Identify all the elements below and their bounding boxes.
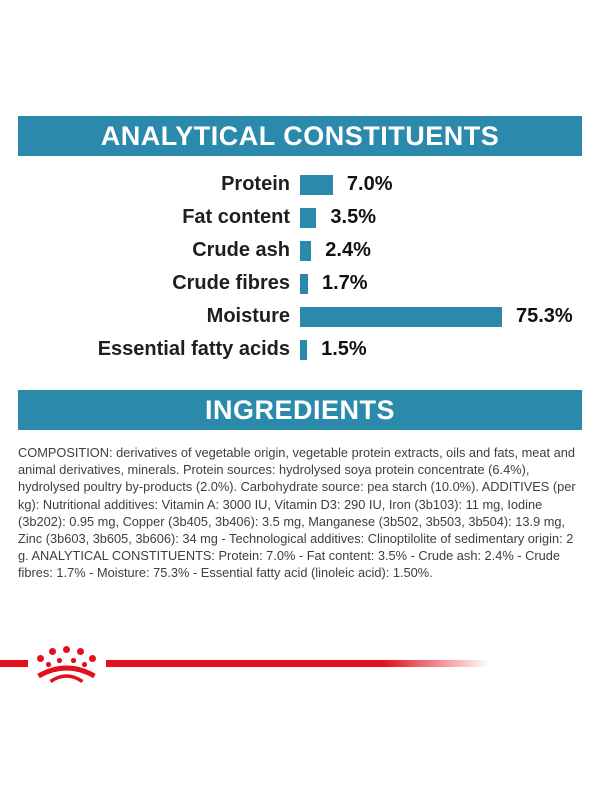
chart-row-value: 3.5%: [330, 206, 376, 228]
chart-row-bar: [300, 274, 308, 294]
chart-row-bar: [300, 307, 502, 327]
chart-row-label: Protein: [221, 173, 290, 195]
chart-row-bar: [300, 208, 316, 228]
analytical-constituents-title: ANALYTICAL CONSTITUENTS: [100, 120, 500, 151]
analytical-constituents-bar-chart: [0, 168, 600, 366]
chart-row-bar: [300, 175, 333, 195]
chart-row-value: 2.4%: [325, 239, 371, 261]
chart-row-label: Crude ash: [192, 239, 290, 261]
footer-red-line-left: [0, 660, 28, 667]
chart-row-value: 1.5%: [321, 338, 367, 360]
chart-row: [0, 234, 600, 267]
analytical-constituents-banner: [18, 116, 582, 156]
chart-row: [0, 267, 600, 300]
chart-row-value: 7.0%: [346, 173, 393, 195]
chart-row-value: 1.7%: [322, 272, 368, 294]
chart-row: [0, 168, 600, 201]
chart-row-value: 75.3%: [516, 305, 573, 327]
chart-row-bar: [300, 241, 311, 261]
chart-row-bar: [300, 340, 307, 360]
footer-red-line-right: [106, 660, 490, 667]
chart-row: [0, 300, 600, 333]
chart-row-label: Moisture: [206, 305, 290, 327]
chart-row-label: Essential fatty acids: [97, 338, 290, 360]
chart-row-label: Fat content: [182, 206, 290, 228]
royal-canin-crown-icon: [35, 645, 98, 687]
chart-row: [0, 333, 600, 366]
chart-row-label: Crude fibres: [172, 272, 290, 294]
chart-row: [0, 201, 600, 234]
ingredients-banner: [18, 390, 582, 430]
composition-paragraph: COMPOSITION: derivatives of vegetable origin, vegetable protein extracts, oils and fats, meat and animal derivatives, minerals. Protein sources: hydrolysed soya protein concentrate (6.4%), hydrolysed poultry by-products (2.0%). Carbohydrate source: pea starch (10.0%). ADDITIVES (per kg): Nutritional additives: Vitamin A: 3000 IU, Vitamin D3: 290 IU, Iron (3b103): 11 mg, Iodine (3b202): 0.95 mg, Copper (3b405, 3b406): 3.5 mg, Manganese (3b502, 3b503, 3b504): 13.9 mg, Zinc (3b603, 3b605, 3b606): 34 mg - Technological additives: Clinoptilolite of sedimentary origin: 2 g. ANALYTICAL CONSTITUENTS: Protein: 7.0% - Fat content: 3.5% - Crude ash: 2.4% - Crude fibres: 1.7% - Moisture: 75.3% - Essential fatty acid (linoleic acid): 1.50%.: [18, 445, 576, 581]
ingredients-title: INGREDIENTS: [204, 394, 396, 425]
